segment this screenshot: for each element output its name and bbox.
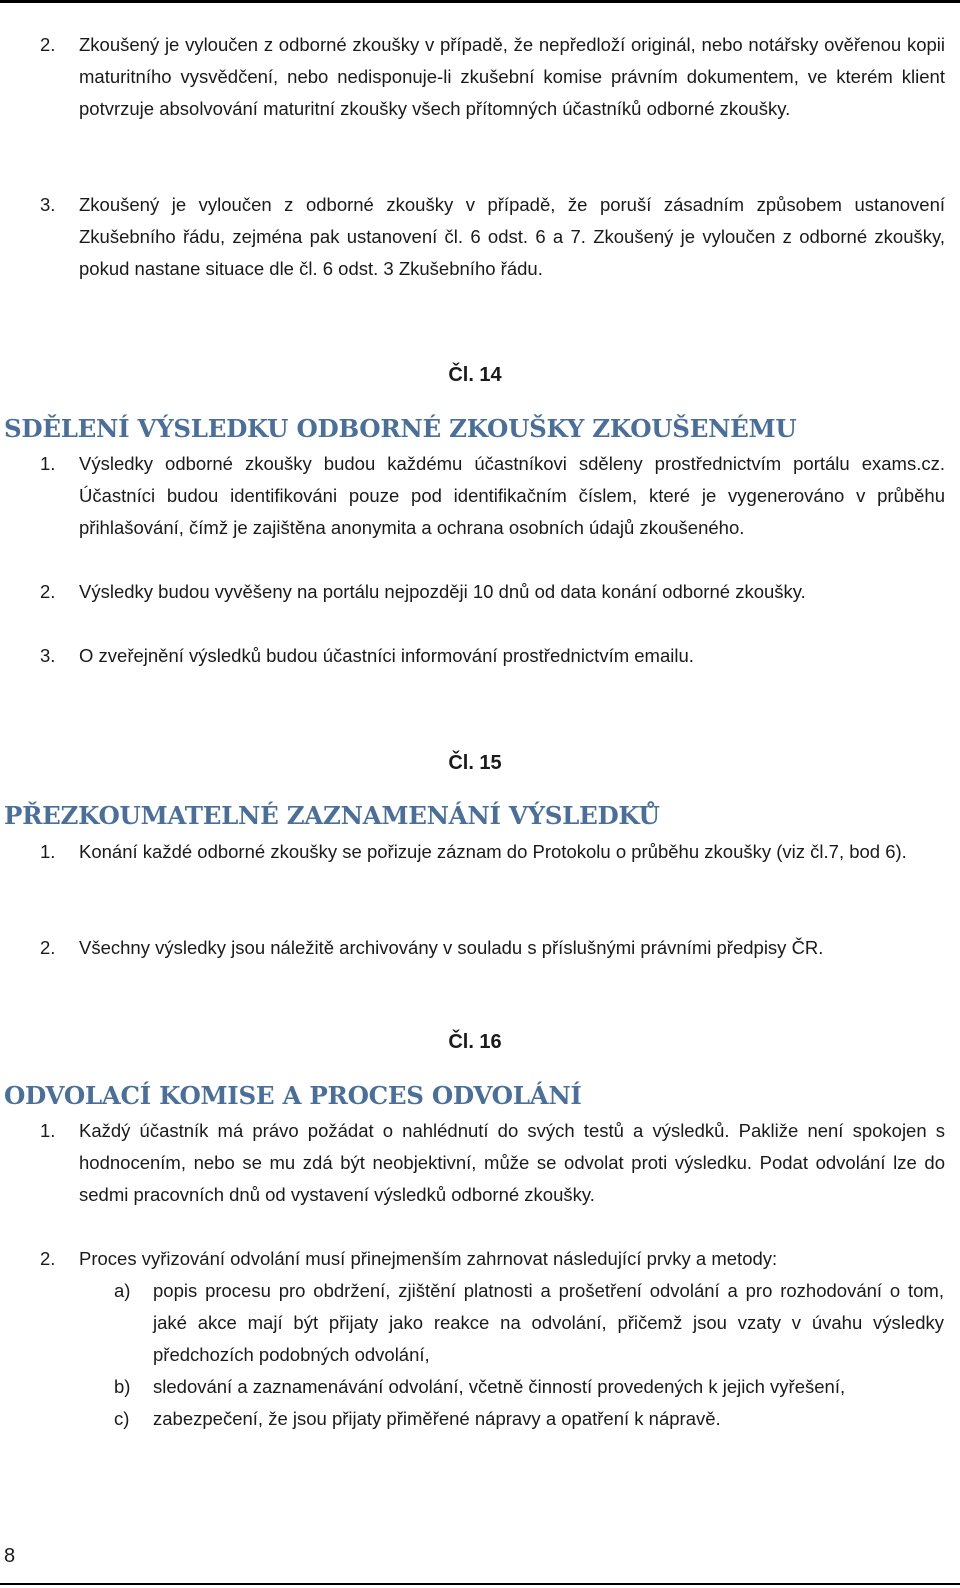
item-number: 3. — [40, 194, 56, 215]
sub-item-letter: a) — [114, 1280, 131, 1301]
sub-item-letter: c) — [114, 1408, 130, 1429]
sub-list-item — [114, 1275, 944, 1371]
item-number: 1. — [40, 841, 56, 862]
list-item — [40, 836, 945, 868]
item-text: Zkoušený je vyloučen z odborné zkoušky v případě, že poruší zásadním způsobem ustanovení Zkušebního řádu, zejména pak ustanovení čl. 6 odst. 6 a 7. Zkoušený je vyloučen z odborné zkoušky, pokud nastane situace dle čl. 6 odst. 3 Zkušebního řádu. — [79, 194, 945, 279]
section-heading: ODVOLACÍ KOMISE A PROCES ODVOLÁNÍ — [4, 1081, 582, 1110]
article-label: Čl. 16 — [448, 1031, 502, 1053]
list-item — [40, 1243, 945, 1275]
sub-item-text: popis procesu pro obdržení, zjištění platnosti a prošetření odvolání a pro rozhodování o tom, jaké akce mají být přijaty jako reakce na odvolání, přičemž jsou vzaty v úvahu výsledky předchozích podobných odvolání, — [153, 1280, 944, 1365]
list-item — [40, 189, 945, 285]
sub-item-text: sledování a zaznamenávání odvolání, včetně činností provedených k jejich vyřešení, — [153, 1376, 846, 1397]
list-item — [40, 576, 945, 608]
item-text: Proces vyřizování odvolání musí přinejmenším zahrnovat následující prvky a metody: — [79, 1248, 778, 1269]
page-number: 8 — [4, 1545, 16, 1567]
section-heading: PŘEZKOUMATELNÉ ZAZNAMENÁNÍ VÝSLEDKŮ — [4, 801, 660, 830]
item-text: Zkoušený je vyloučen z odborné zkoušky v případě, že nepředloží originál, nebo notářsky ověřenou kopii maturitního vysvědčení, nebo nedisponuje-li zkušební komise právním dokumentem, ve kterém klient potvrzuje absolvování maturitní zkoušky všech přítomných účastníků odborné zkoušky. — [79, 34, 945, 119]
item-number: 1. — [40, 453, 56, 474]
sub-item-letter: b) — [114, 1376, 131, 1397]
item-text: Konání každé odborné zkoušky se pořizuje záznam do Protokolu o průběhu zkoušky (viz čl.7, bod 6). — [79, 841, 907, 862]
article-label: Čl. 14 — [448, 364, 502, 386]
item-text: Každý účastník má právo požádat o nahlédnutí do svých testů a výsledků. Pakliže není spokojen s hodnocením, nebo se mu zdá být neobjektivní, může se odvolat proti výsledku. Podat odvolání lze do sedmi pracovních dnů od vystavení výsledků odborné zkoušky. — [79, 1120, 945, 1205]
sub-list-item — [114, 1371, 944, 1403]
list-item — [40, 29, 945, 125]
list-item — [40, 448, 945, 544]
item-text: O zveřejnění výsledků budou účastníci informování prostřednictvím emailu. — [79, 645, 694, 666]
item-number: 3. — [40, 645, 56, 666]
bottom-rule — [0, 1583, 960, 1585]
list-item — [40, 640, 945, 672]
item-number: 1. — [40, 1120, 56, 1141]
item-number: 2. — [40, 581, 56, 602]
item-number: 2. — [40, 1248, 56, 1269]
list-item — [40, 932, 945, 964]
section-heading: SDĚLENÍ VÝSLEDKU ODBORNÉ ZKOUŠKY ZKOUŠENÉMU — [4, 414, 797, 443]
item-text: Všechny výsledky jsou náležitě archivovány v souladu s příslušnými právními předpisy ČR. — [79, 937, 824, 958]
sub-list-item — [114, 1403, 944, 1435]
sub-item-text: zabezpečení, že jsou přijaty přiměřené nápravy a opatření k nápravě. — [153, 1408, 721, 1429]
item-number: 2. — [40, 937, 56, 958]
item-text: Výsledky odborné zkoušky budou každému účastníkovi sděleny prostřednictvím portálu exams.cz. Účastníci budou identifikováni pouze pod identifikačním číslem, které je vygenerováno v průběhu přihlašování, čímž je zajištěna anonymita a ochrana osobních údajů zkoušeného. — [79, 453, 945, 538]
top-rule — [0, 0, 960, 3]
item-text: Výsledky budou vyvěšeny na portálu nejpozději 10 dnů od data konání odborné zkoušky. — [79, 581, 806, 602]
item-number: 2. — [40, 34, 56, 55]
list-item — [40, 1115, 945, 1211]
article-label: Čl. 15 — [448, 752, 502, 774]
